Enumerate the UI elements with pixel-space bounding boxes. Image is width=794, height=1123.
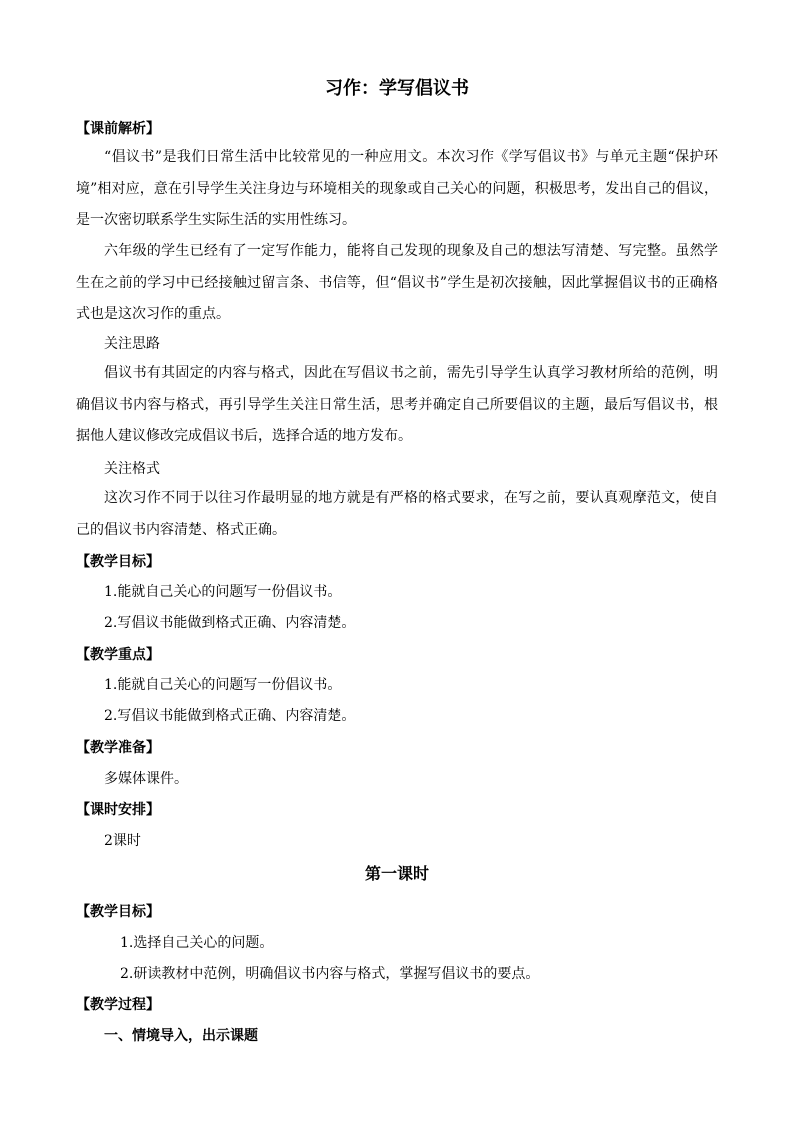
lesson-goal-item: 2.研读教材中范例，明确倡议书内容与格式，掌握写倡议书的要点。	[120, 966, 540, 982]
pre-analysis-paragraph-3: 倡议书有其固定的内容与格式，因此在写倡议书之前，需先引导学生认真学习教材所给的范例，明确倡议书内容与格式，再引导学生关注日常生活，思考并确定自己所要倡议的主题，最后写倡议书，根据他人建议修改完成倡议书后，选择合适的地方发布。	[76, 365, 718, 444]
pre-analysis-paragraph-2: 六年级的学生已经有了一定写作能力，能将自己发现的现象及自己的想法写清楚、写完整。虽然学生在之前的学习中已经接触过留言条、书信等，但“倡议书”学生是初次接触，因此掌握倡议书的正确格式也是这次习作的重点。	[76, 243, 718, 322]
pre-analysis-heading: 【课前解析】	[76, 121, 160, 137]
schedule-content: 2课时	[104, 833, 141, 849]
pre-analysis-paragraph-4: 这次习作不同于以往习作最明显的地方就是有严格的格式要求，在写之前，要认真观摩范文，使自己的倡议书内容清楚、格式正确。	[76, 490, 718, 538]
document-title: 习作：学写倡议书	[325, 78, 469, 99]
teaching-process-heading: 【教学过程】	[76, 997, 160, 1013]
teaching-focus-item: 1.能就自己关心的问题写一份倡议书。	[104, 677, 342, 693]
schedule-heading: 【课时安排】	[76, 802, 160, 818]
teaching-focus-heading: 【教学重点】	[76, 647, 160, 663]
teaching-prep-content: 多媒体课件。	[104, 771, 188, 787]
teaching-goals-heading: 【教学目标】	[76, 554, 160, 570]
lesson-goals-heading: 【教学目标】	[76, 904, 160, 920]
lesson-one-title: 第一课时	[364, 864, 429, 883]
teaching-goal-item: 2.写倡议书能做到格式正确、内容清楚。	[104, 615, 356, 631]
focus-thinking-label: 关注思路	[104, 336, 160, 352]
process-step-heading: 一、情境导入，出示课题	[104, 1028, 258, 1044]
lesson-goal-item: 1.选择自己关心的问题。	[120, 935, 274, 951]
teaching-goal-item: 1.能就自己关心的问题写一份倡议书。	[104, 584, 342, 600]
pre-analysis-paragraph-1: “倡议书”是我们日常生活中比较常见的一种应用文。本次习作《学写倡议书》与单元主题“保护环境”相对应，意在引导学生关注身边与环境相关的现象或自己关心的问题，积极思考，发出自己的倡议，是一次密切联系学生实际生活的实用性练习。	[76, 149, 718, 228]
focus-format-label: 关注格式	[104, 461, 160, 477]
teaching-focus-item: 2.写倡议书能做到格式正确、内容清楚。	[104, 708, 356, 724]
teaching-prep-heading: 【教学准备】	[76, 740, 160, 756]
